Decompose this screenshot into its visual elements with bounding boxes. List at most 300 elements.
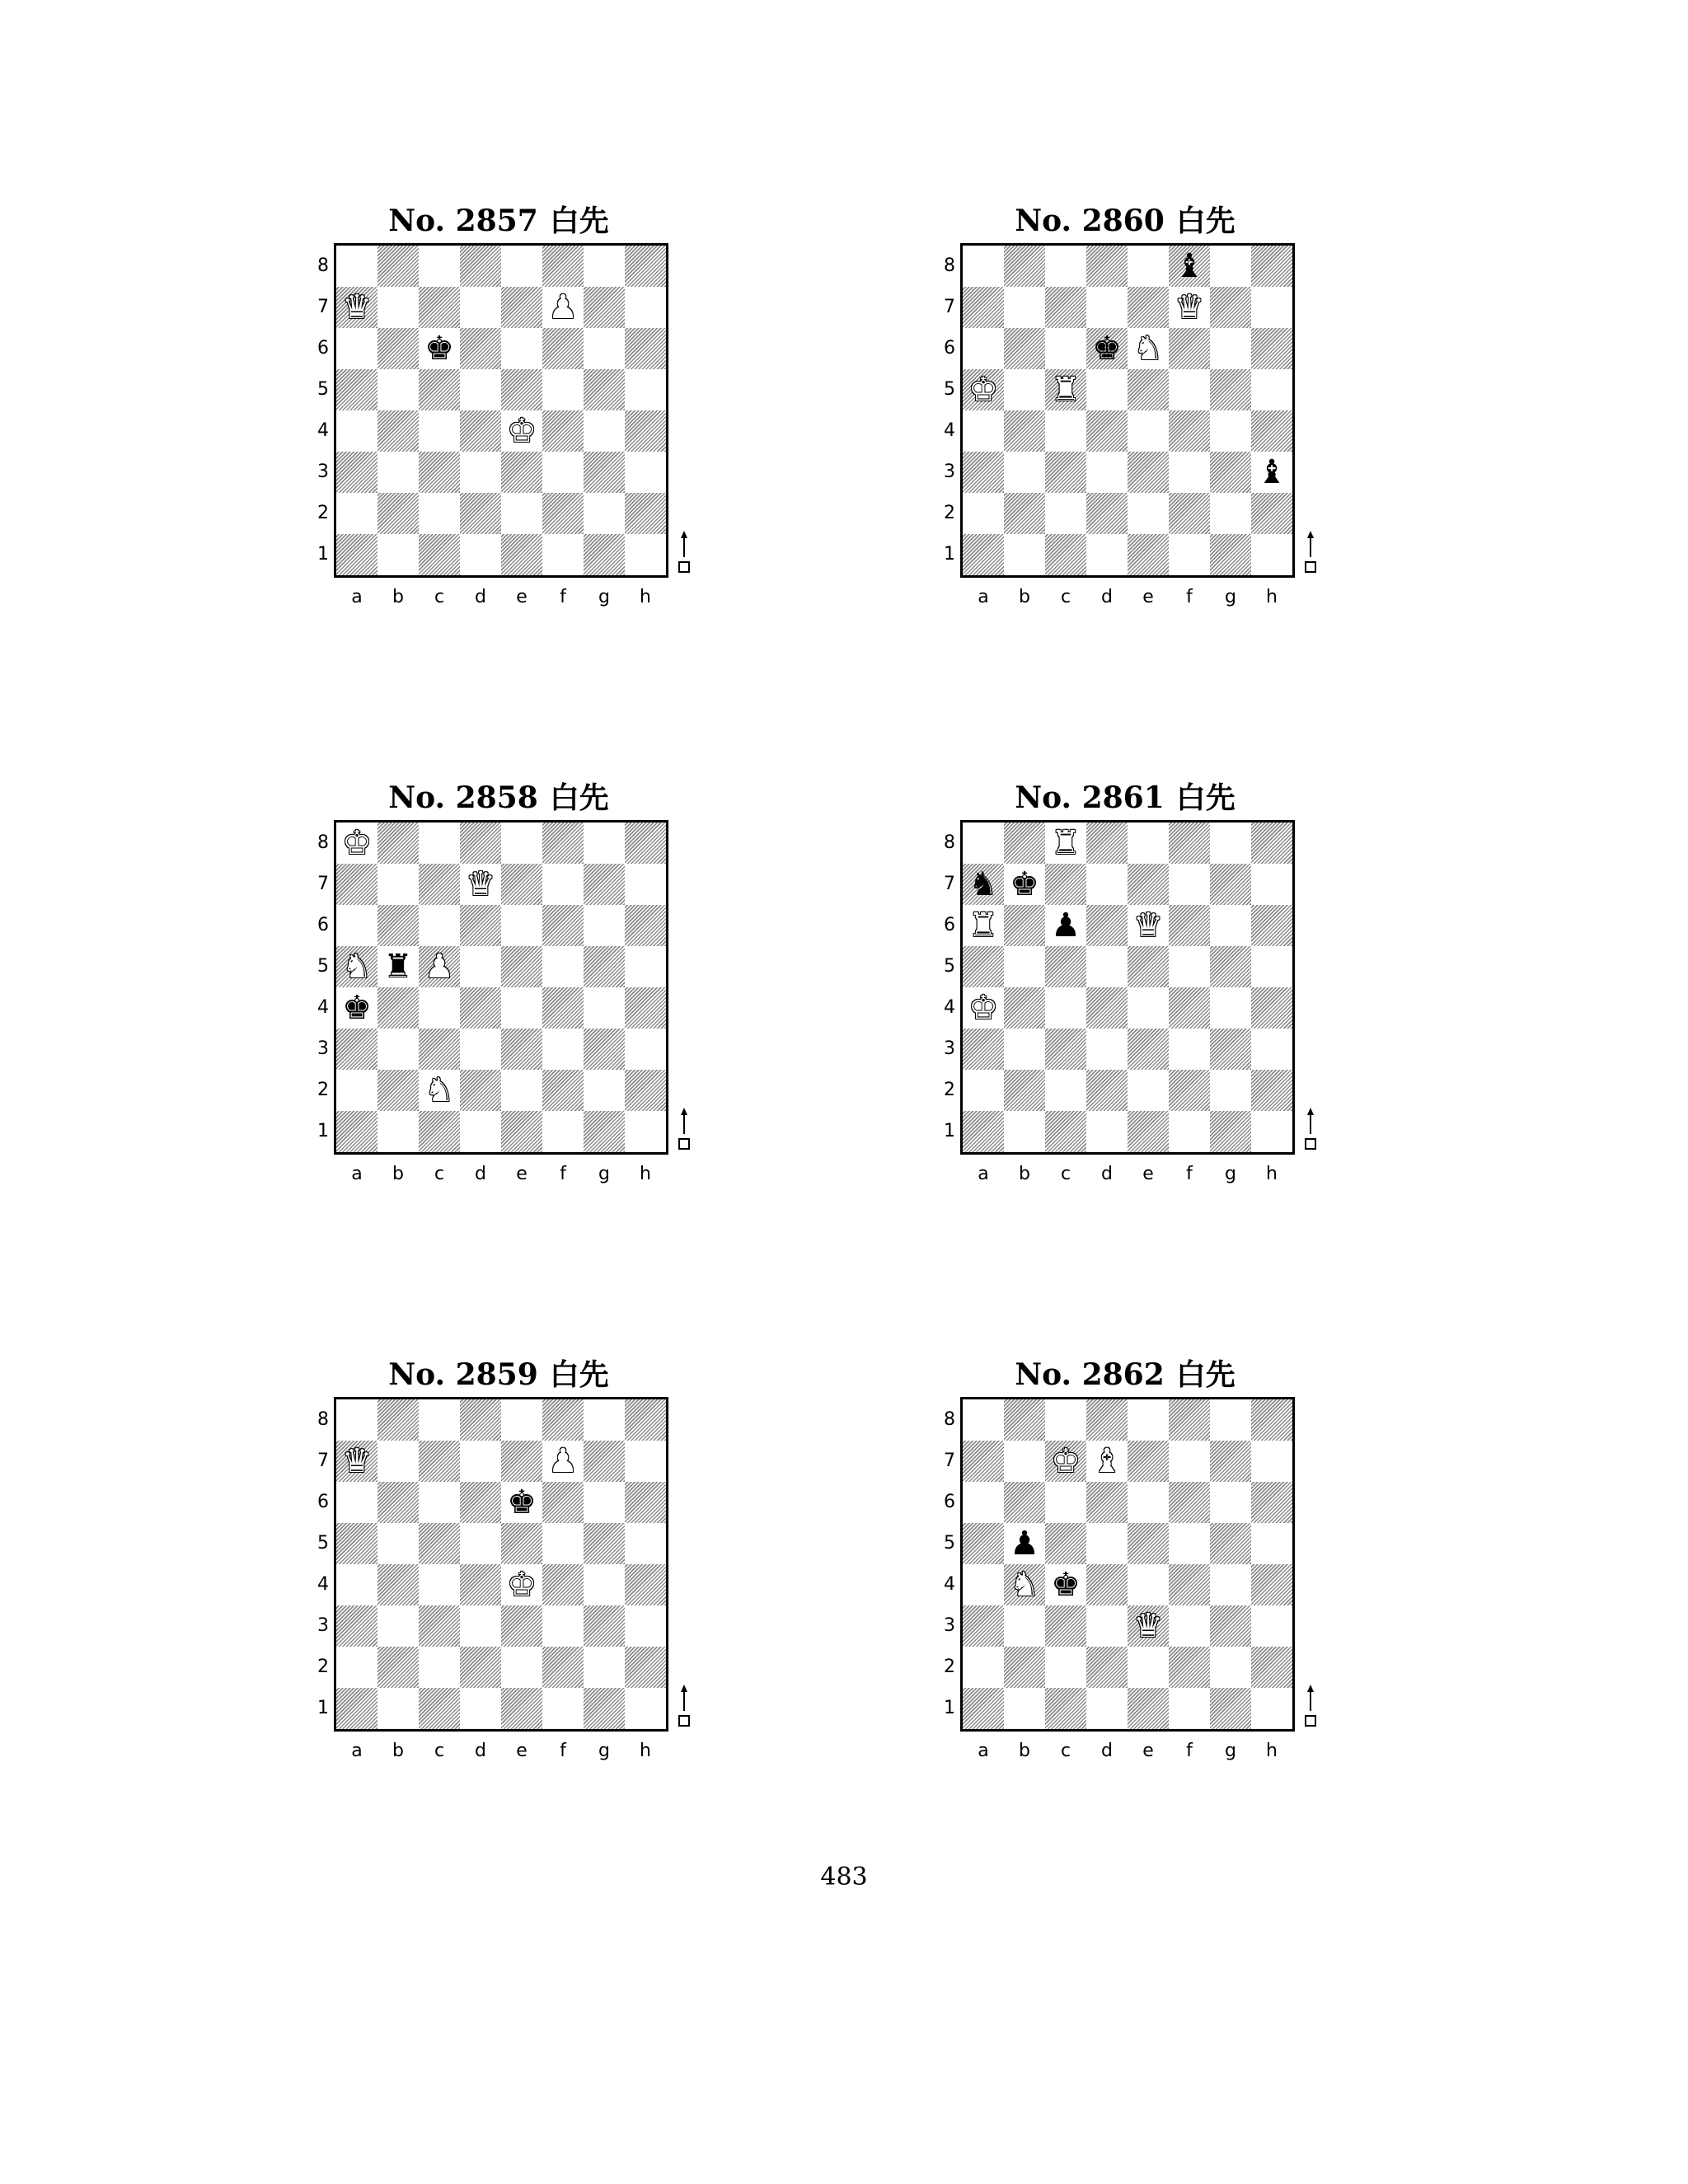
rank-label: 8 xyxy=(317,255,329,276)
black-king-icon: ♚ xyxy=(342,989,372,1027)
square-c7 xyxy=(419,864,460,905)
rank-label: 1 xyxy=(317,1698,329,1718)
square-d2 xyxy=(460,493,501,534)
square-f5 xyxy=(542,369,584,410)
white-queen-icon: ♛ xyxy=(342,1442,372,1480)
rank-label: 2 xyxy=(944,1080,955,1100)
square-c5 xyxy=(1045,1523,1086,1564)
square-d3 xyxy=(1086,452,1128,493)
square-e2 xyxy=(501,1070,542,1111)
rank-label: 7 xyxy=(317,1451,329,1471)
square-a2 xyxy=(963,1070,1004,1111)
square-c6 xyxy=(419,1482,460,1523)
square-a5 xyxy=(963,946,1004,987)
square-d8 xyxy=(1086,823,1128,864)
square-g3 xyxy=(1210,1029,1251,1070)
square-d8 xyxy=(1086,246,1128,287)
chess-board xyxy=(334,1397,668,1732)
square-e3 xyxy=(1128,452,1169,493)
file-label: g xyxy=(598,1741,610,1761)
square-g3 xyxy=(1210,452,1251,493)
square-d4 xyxy=(460,410,501,452)
chess-board xyxy=(334,243,668,578)
file-label: h xyxy=(1266,1164,1278,1184)
square-g1 xyxy=(584,1688,625,1729)
square-h4 xyxy=(1251,1564,1292,1605)
square-e3 xyxy=(501,1029,542,1070)
square-d5 xyxy=(1086,1523,1128,1564)
square-f7 xyxy=(1169,287,1210,328)
square-a6 xyxy=(336,905,377,946)
square-h5 xyxy=(625,369,666,410)
square-c7 xyxy=(1045,1441,1086,1482)
rank-label: 4 xyxy=(317,420,329,441)
square-c6 xyxy=(1045,328,1086,369)
square-g4 xyxy=(584,1564,625,1605)
square-h3 xyxy=(1251,1029,1292,1070)
square-h1 xyxy=(1251,1688,1292,1729)
rank-label: 1 xyxy=(944,1121,955,1141)
square-h7 xyxy=(625,1441,666,1482)
square-c5 xyxy=(419,369,460,410)
file-label: c xyxy=(1060,587,1071,607)
file-label: c xyxy=(1060,1164,1071,1184)
square-f3 xyxy=(542,1605,584,1647)
white-knight-icon: ♞ xyxy=(1133,330,1163,368)
square-c2 xyxy=(1045,1070,1086,1111)
file-label: a xyxy=(978,587,989,607)
black-knight-icon: ♞ xyxy=(968,865,998,903)
square-g6 xyxy=(584,328,625,369)
square-g5 xyxy=(1210,946,1251,987)
white-queen-icon: ♛ xyxy=(342,288,372,326)
file-label: c xyxy=(434,1741,445,1761)
square-c2 xyxy=(419,1647,460,1688)
square-b7 xyxy=(377,287,419,328)
rank-label: 4 xyxy=(944,420,955,441)
square-f4 xyxy=(542,410,584,452)
square-g2 xyxy=(1210,1070,1251,1111)
square-e1 xyxy=(501,534,542,575)
square-b8 xyxy=(377,1399,419,1441)
square-h6 xyxy=(1251,328,1292,369)
square-e1 xyxy=(1128,1111,1169,1152)
square-e8 xyxy=(1128,246,1169,287)
square-g4 xyxy=(1210,987,1251,1029)
square-d4 xyxy=(460,987,501,1029)
square-g3 xyxy=(584,452,625,493)
square-f3 xyxy=(1169,1605,1210,1647)
square-b5 xyxy=(377,1523,419,1564)
black-rook-icon: ♜ xyxy=(383,948,413,986)
square-c8 xyxy=(419,246,460,287)
square-d1 xyxy=(1086,1688,1128,1729)
problem-number: No. 2860 xyxy=(1015,204,1165,238)
side-to-move: 白先 xyxy=(549,204,609,238)
square-a3 xyxy=(963,1029,1004,1070)
rank-label: 5 xyxy=(317,379,329,400)
square-b8 xyxy=(1004,1399,1045,1441)
square-e5 xyxy=(501,369,542,410)
white-pawn-icon: ♟ xyxy=(548,1442,578,1480)
chess-diagram xyxy=(911,775,1339,1236)
square-h2 xyxy=(1251,1647,1292,1688)
square-d6 xyxy=(460,1482,501,1523)
problem-number: No. 2861 xyxy=(1015,780,1165,815)
square-g4 xyxy=(1210,1564,1251,1605)
square-b5 xyxy=(1004,946,1045,987)
rank-label: 8 xyxy=(944,255,955,276)
side-to-move: 白先 xyxy=(1175,204,1236,238)
square-e7 xyxy=(1128,287,1169,328)
square-f1 xyxy=(542,1111,584,1152)
square-d5 xyxy=(1086,369,1128,410)
square-g7 xyxy=(584,864,625,905)
rank-label: 6 xyxy=(317,915,329,935)
square-g1 xyxy=(1210,534,1251,575)
square-g8 xyxy=(584,1399,625,1441)
square-f2 xyxy=(1169,1070,1210,1111)
square-g2 xyxy=(1210,1647,1251,1688)
square-a3 xyxy=(963,1605,1004,1647)
square-a6 xyxy=(963,328,1004,369)
white-knight-icon: ♞ xyxy=(342,948,372,986)
white-to-move-icon xyxy=(676,1104,692,1154)
square-b6 xyxy=(377,905,419,946)
square-d6 xyxy=(1086,328,1128,369)
file-label: d xyxy=(475,587,486,607)
square-c2 xyxy=(1045,493,1086,534)
square-h5 xyxy=(1251,1523,1292,1564)
rank-label: 5 xyxy=(317,956,329,977)
square-g7 xyxy=(1210,864,1251,905)
diagram-title xyxy=(911,198,1339,240)
square-h8 xyxy=(1251,1399,1292,1441)
white-knight-icon: ♞ xyxy=(1010,1566,1039,1604)
rank-label: 6 xyxy=(944,1492,955,1512)
square-c2 xyxy=(419,493,460,534)
square-c8 xyxy=(1045,246,1086,287)
white-king-icon: ♚ xyxy=(507,412,537,450)
square-a4 xyxy=(963,987,1004,1029)
square-f5 xyxy=(542,1523,584,1564)
square-c7 xyxy=(419,287,460,328)
square-f6 xyxy=(542,328,584,369)
black-pawn-icon: ♟ xyxy=(1051,907,1081,944)
square-b8 xyxy=(1004,246,1045,287)
square-a8 xyxy=(963,823,1004,864)
square-h5 xyxy=(1251,946,1292,987)
square-b3 xyxy=(1004,1029,1045,1070)
white-bishop-icon: ♝ xyxy=(1092,1442,1122,1480)
square-f3 xyxy=(1169,452,1210,493)
file-label: e xyxy=(1142,1741,1154,1761)
square-c6 xyxy=(1045,1482,1086,1523)
square-g1 xyxy=(584,1111,625,1152)
square-e3 xyxy=(1128,1605,1169,1647)
square-b3 xyxy=(377,452,419,493)
rank-label: 8 xyxy=(944,1409,955,1430)
square-f6 xyxy=(1169,1482,1210,1523)
file-label: a xyxy=(351,1741,363,1761)
square-e4 xyxy=(1128,410,1169,452)
file-label: d xyxy=(475,1164,486,1184)
square-b7 xyxy=(377,1441,419,1482)
square-g1 xyxy=(584,534,625,575)
square-e6 xyxy=(1128,1482,1169,1523)
square-a7 xyxy=(963,864,1004,905)
square-e1 xyxy=(1128,1688,1169,1729)
square-e5 xyxy=(1128,1523,1169,1564)
square-d7 xyxy=(1086,864,1128,905)
rank-label: 1 xyxy=(944,544,955,565)
file-label: e xyxy=(516,1741,528,1761)
file-label: a xyxy=(978,1164,989,1184)
rank-label: 3 xyxy=(317,1615,329,1636)
square-a3 xyxy=(336,1029,377,1070)
square-f6 xyxy=(1169,905,1210,946)
square-b5 xyxy=(377,946,419,987)
square-e6 xyxy=(501,905,542,946)
square-a2 xyxy=(336,1647,377,1688)
square-h3 xyxy=(625,1605,666,1647)
white-queen-icon: ♛ xyxy=(1133,907,1163,944)
file-label: g xyxy=(598,587,610,607)
square-b7 xyxy=(1004,287,1045,328)
square-b4 xyxy=(377,410,419,452)
square-c3 xyxy=(419,1605,460,1647)
square-a1 xyxy=(336,1688,377,1729)
square-c3 xyxy=(1045,1029,1086,1070)
square-b7 xyxy=(377,864,419,905)
square-b5 xyxy=(1004,369,1045,410)
square-d7 xyxy=(1086,287,1128,328)
square-f7 xyxy=(542,864,584,905)
rank-label: 7 xyxy=(944,874,955,894)
square-c8 xyxy=(1045,823,1086,864)
square-b4 xyxy=(1004,987,1045,1029)
rank-label: 3 xyxy=(944,1615,955,1636)
square-h8 xyxy=(625,1399,666,1441)
file-label: f xyxy=(1186,587,1193,607)
square-a1 xyxy=(336,1111,377,1152)
square-e7 xyxy=(501,864,542,905)
square-g7 xyxy=(584,287,625,328)
square-a2 xyxy=(963,493,1004,534)
square-g6 xyxy=(1210,328,1251,369)
black-king-icon: ♚ xyxy=(424,330,454,368)
file-label: h xyxy=(640,1164,651,1184)
square-h2 xyxy=(1251,493,1292,534)
white-queen-icon: ♛ xyxy=(1133,1607,1163,1645)
black-king-icon: ♚ xyxy=(1010,865,1039,903)
square-d3 xyxy=(460,1029,501,1070)
square-e1 xyxy=(1128,534,1169,575)
rank-label: 2 xyxy=(944,1657,955,1677)
square-f2 xyxy=(542,1070,584,1111)
square-a2 xyxy=(963,1647,1004,1688)
file-label: g xyxy=(1225,1741,1236,1761)
page-number: 483 xyxy=(820,1863,868,1891)
square-a1 xyxy=(963,1111,1004,1152)
square-a4 xyxy=(336,1564,377,1605)
square-c4 xyxy=(419,1564,460,1605)
square-h6 xyxy=(625,328,666,369)
white-king-icon: ♚ xyxy=(968,371,998,409)
square-g2 xyxy=(584,1070,625,1111)
square-e8 xyxy=(1128,1399,1169,1441)
square-d1 xyxy=(1086,1111,1128,1152)
square-a6 xyxy=(963,905,1004,946)
square-d4 xyxy=(1086,410,1128,452)
white-to-move-icon xyxy=(1302,1104,1319,1154)
square-a4 xyxy=(963,410,1004,452)
file-label: b xyxy=(392,1164,404,1184)
square-f4 xyxy=(542,1564,584,1605)
square-h6 xyxy=(625,1482,666,1523)
square-c4 xyxy=(1045,410,1086,452)
file-label: e xyxy=(1142,1164,1154,1184)
square-f5 xyxy=(1169,946,1210,987)
square-g4 xyxy=(584,987,625,1029)
square-h4 xyxy=(625,410,666,452)
square-g4 xyxy=(1210,410,1251,452)
file-label: h xyxy=(640,1741,651,1761)
white-rook-icon: ♜ xyxy=(1051,824,1081,862)
square-c3 xyxy=(1045,452,1086,493)
file-label: d xyxy=(1101,1164,1113,1184)
square-g6 xyxy=(1210,905,1251,946)
rank-label: 8 xyxy=(317,1409,329,1430)
square-a7 xyxy=(336,287,377,328)
square-a8 xyxy=(963,246,1004,287)
square-b6 xyxy=(377,328,419,369)
file-label: g xyxy=(598,1164,610,1184)
square-e5 xyxy=(1128,946,1169,987)
square-c2 xyxy=(419,1070,460,1111)
square-h8 xyxy=(1251,246,1292,287)
square-h3 xyxy=(1251,452,1292,493)
square-b4 xyxy=(377,987,419,1029)
rank-label: 8 xyxy=(317,832,329,853)
square-c3 xyxy=(419,1029,460,1070)
square-a7 xyxy=(963,287,1004,328)
square-c1 xyxy=(419,534,460,575)
file-label: e xyxy=(1142,587,1154,607)
white-queen-icon: ♛ xyxy=(466,865,495,903)
square-a4 xyxy=(336,987,377,1029)
square-d7 xyxy=(460,287,501,328)
square-f1 xyxy=(1169,1111,1210,1152)
black-king-icon: ♚ xyxy=(507,1483,537,1521)
square-d3 xyxy=(1086,1605,1128,1647)
rank-label: 6 xyxy=(944,338,955,359)
square-e6 xyxy=(1128,905,1169,946)
rank-label: 7 xyxy=(944,1451,955,1471)
rank-label: 6 xyxy=(317,338,329,359)
square-f1 xyxy=(1169,534,1210,575)
square-d4 xyxy=(460,1564,501,1605)
file-label: c xyxy=(1060,1741,1071,1761)
square-g6 xyxy=(584,905,625,946)
square-a7 xyxy=(336,1441,377,1482)
square-e5 xyxy=(501,1523,542,1564)
square-h5 xyxy=(1251,369,1292,410)
square-b5 xyxy=(1004,1523,1045,1564)
square-e7 xyxy=(1128,1441,1169,1482)
square-f4 xyxy=(542,987,584,1029)
square-d3 xyxy=(1086,1029,1128,1070)
square-f1 xyxy=(1169,1688,1210,1729)
square-c6 xyxy=(419,328,460,369)
square-h2 xyxy=(625,1647,666,1688)
square-g4 xyxy=(584,410,625,452)
chess-diagram xyxy=(284,198,713,659)
square-e2 xyxy=(1128,1070,1169,1111)
square-a3 xyxy=(963,452,1004,493)
square-b2 xyxy=(377,1647,419,1688)
square-b2 xyxy=(1004,1647,1045,1688)
rank-label: 1 xyxy=(944,1698,955,1718)
square-h3 xyxy=(625,452,666,493)
square-e7 xyxy=(501,1441,542,1482)
file-label: f xyxy=(1186,1164,1193,1184)
square-c6 xyxy=(1045,905,1086,946)
square-e7 xyxy=(1128,864,1169,905)
square-a3 xyxy=(336,1605,377,1647)
square-e1 xyxy=(501,1688,542,1729)
square-f3 xyxy=(1169,1029,1210,1070)
white-rook-icon: ♜ xyxy=(1051,371,1081,409)
square-b6 xyxy=(1004,1482,1045,1523)
chess-board xyxy=(334,820,668,1155)
square-f1 xyxy=(542,1688,584,1729)
rank-label: 7 xyxy=(317,874,329,894)
rank-label: 6 xyxy=(944,915,955,935)
square-a8 xyxy=(963,1399,1004,1441)
file-label: d xyxy=(1101,587,1113,607)
square-c5 xyxy=(1045,369,1086,410)
square-c1 xyxy=(1045,1688,1086,1729)
square-g8 xyxy=(584,823,625,864)
square-b1 xyxy=(1004,1688,1045,1729)
square-g7 xyxy=(1210,1441,1251,1482)
square-b4 xyxy=(1004,1564,1045,1605)
square-h4 xyxy=(625,1564,666,1605)
problem-number: No. 2858 xyxy=(388,780,538,815)
square-g5 xyxy=(584,1523,625,1564)
square-b6 xyxy=(377,1482,419,1523)
rank-label: 7 xyxy=(317,297,329,317)
problem-number: No. 2857 xyxy=(388,204,538,238)
white-king-icon: ♚ xyxy=(342,824,372,862)
square-d6 xyxy=(1086,905,1128,946)
square-e8 xyxy=(501,823,542,864)
square-f8 xyxy=(542,246,584,287)
square-f7 xyxy=(1169,864,1210,905)
rank-label: 4 xyxy=(317,997,329,1018)
file-label: a xyxy=(351,1164,363,1184)
chess-board xyxy=(960,243,1295,578)
square-b5 xyxy=(377,369,419,410)
square-b1 xyxy=(377,1111,419,1152)
rank-label: 2 xyxy=(944,503,955,523)
square-h4 xyxy=(1251,987,1292,1029)
square-g6 xyxy=(1210,1482,1251,1523)
square-g6 xyxy=(584,1482,625,1523)
rank-label: 3 xyxy=(317,1038,329,1059)
square-e4 xyxy=(1128,1564,1169,1605)
